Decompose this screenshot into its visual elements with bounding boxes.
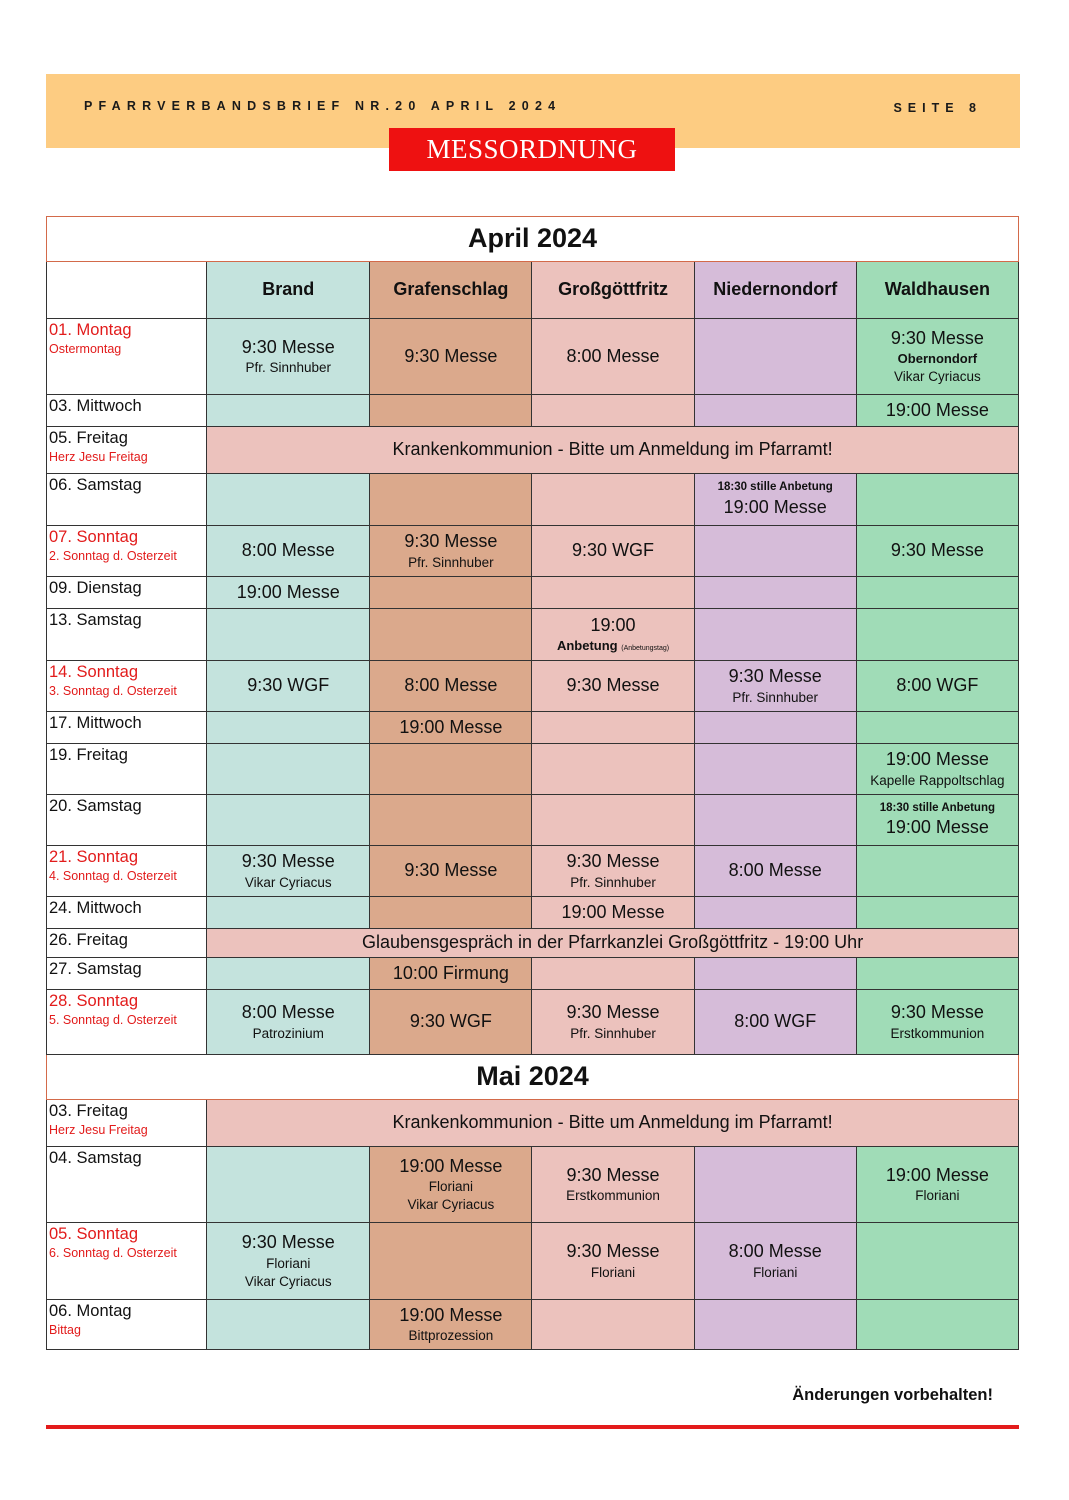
cell-grossgoettfritz: [532, 958, 694, 990]
cell-brand: [207, 395, 370, 427]
cell-grafenschlag: 9:30 WGF: [370, 990, 532, 1055]
table-row: [47, 577, 1019, 609]
cell-grafenschlag: [370, 897, 532, 929]
cell-brand: [207, 897, 370, 929]
cell-waldhausen: [856, 712, 1018, 744]
cell-brand: 9:30 Messe Pfr. Sinnhuber: [207, 319, 370, 395]
cell-niedernondorf: [694, 958, 856, 990]
table-row: [47, 712, 1019, 744]
cell-grafenschlag: [370, 474, 532, 526]
month-title: Mai 2024: [47, 1055, 1019, 1100]
cell-waldhausen: 8:00 WGF: [856, 661, 1018, 712]
cell-waldhausen: [856, 609, 1018, 661]
month-title: April 2024: [47, 217, 1019, 262]
column-header-niedernondorf: Niedernondorf: [694, 262, 856, 319]
column-header-row: [47, 262, 1019, 319]
cell-waldhausen: [856, 1300, 1018, 1350]
cell-niedernondorf: [694, 897, 856, 929]
day-cell: 05. Freitag Herz Jesu Freitag: [47, 427, 207, 474]
cell-niedernondorf: [694, 319, 856, 395]
cell-waldhausen: [856, 474, 1018, 526]
cell-brand: [207, 474, 370, 526]
day-cell: 09. Dienstag: [47, 577, 207, 609]
cell-waldhausen: [856, 577, 1018, 609]
cell-grossgoettfritz: 8:00 Messe: [532, 319, 694, 395]
cell-grossgoettfritz: 9:30 Messe: [532, 661, 694, 712]
column-header-brand: Brand: [207, 262, 370, 319]
column-header-grossgoettfritz: Großgöttfritz: [532, 262, 694, 319]
cell-brand: [207, 958, 370, 990]
day-cell: 05. Sonntag 6. Sonntag d. Osterzeit: [47, 1223, 207, 1300]
cell-grafenschlag: 8:00 Messe: [370, 661, 532, 712]
cell-grossgoettfritz: [532, 474, 694, 526]
merged-note-cell: Krankenkommunion - Bitte um Anmeldung im Pfarramt!: [207, 427, 1019, 474]
month-row-april: [47, 217, 1019, 262]
cell-niedernondorf: [694, 744, 856, 795]
cell-grossgoettfritz: [532, 395, 694, 427]
cell-grossgoettfritz: 9:30 Messe Floriani: [532, 1223, 694, 1300]
table-row: [47, 609, 1019, 661]
cell-niedernondorf: [694, 577, 856, 609]
day-cell: 21. Sonntag 4. Sonntag d. Osterzeit: [47, 846, 207, 897]
table-row: [47, 427, 1019, 474]
day-cell: 17. Mittwoch: [47, 712, 207, 744]
cell-brand: [207, 609, 370, 661]
cell-grafenschlag: [370, 609, 532, 661]
cell-niedernondorf: 8:00 Messe Floriani: [694, 1223, 856, 1300]
table-row: [47, 1147, 1019, 1223]
table-row: [47, 395, 1019, 427]
cell-grossgoettfritz: [532, 712, 694, 744]
cell-brand: 9:30 Messe Vikar Cyriacus: [207, 846, 370, 897]
cell-grossgoettfritz: [532, 577, 694, 609]
day-cell: 04. Samstag: [47, 1147, 207, 1223]
header-blank: [47, 262, 207, 319]
cell-waldhausen: [856, 897, 1018, 929]
cell-grafenschlag: [370, 577, 532, 609]
cell-waldhausen: 9:30 Messe: [856, 526, 1018, 577]
cell-grafenschlag: 10:00 Firmung: [370, 958, 532, 990]
cell-grossgoettfritz: [532, 795, 694, 846]
cell-grafenschlag: 9:30 Messe Pfr. Sinnhuber: [370, 526, 532, 577]
mass-schedule-table: [46, 216, 1019, 1350]
day-cell: 24. Mittwoch: [47, 897, 207, 929]
day-cell: 19. Freitag: [47, 744, 207, 795]
cell-niedernondorf: [694, 712, 856, 744]
day-cell: 28. Sonntag 5. Sonntag d. Osterzeit: [47, 990, 207, 1055]
cell-waldhausen: 19:00 Messe Floriani: [856, 1147, 1018, 1223]
day-cell: 13. Samstag: [47, 609, 207, 661]
cell-waldhausen: 9:30 Messe Obernondorf Vikar Cyriacus: [856, 319, 1018, 395]
table-row: [47, 897, 1019, 929]
cell-brand: 8:00 Messe Patrozinium: [207, 990, 370, 1055]
cell-grossgoettfritz: 9:30 Messe Pfr. Sinnhuber: [532, 990, 694, 1055]
day-cell: 07. Sonntag 2. Sonntag d. Osterzeit: [47, 526, 207, 577]
table-row: [47, 1300, 1019, 1350]
cell-brand: [207, 795, 370, 846]
day-cell: 20. Samstag: [47, 795, 207, 846]
cell-niedernondorf: [694, 526, 856, 577]
cell-waldhausen: 18:30 stille Anbetung 19:00 Messe: [856, 795, 1018, 846]
day-cell: 03. Freitag Herz Jesu Freitag: [47, 1100, 207, 1147]
column-header-waldhausen: Waldhausen: [856, 262, 1018, 319]
cell-niedernondorf: 9:30 Messe Pfr. Sinnhuber: [694, 661, 856, 712]
cell-brand: 19:00 Messe: [207, 577, 370, 609]
cell-waldhausen: 9:30 Messe Erstkommunion: [856, 990, 1018, 1055]
table-row: [47, 958, 1019, 990]
day-cell: 06. Montag Bittag: [47, 1300, 207, 1350]
table-row: [47, 319, 1019, 395]
cell-niedernondorf: 18:30 stille Anbetung 19:00 Messe: [694, 474, 856, 526]
cell-brand: 9:30 Messe Floriani Vikar Cyriacus: [207, 1223, 370, 1300]
cell-grossgoettfritz: [532, 1300, 694, 1350]
cell-waldhausen: [856, 958, 1018, 990]
cell-waldhausen: 19:00 Messe Kapelle Rappoltschlag: [856, 744, 1018, 795]
cell-grossgoettfritz: 9:30 WGF: [532, 526, 694, 577]
cell-grafenschlag: [370, 1223, 532, 1300]
table-row: [47, 846, 1019, 897]
table-row: [47, 929, 1019, 958]
cell-niedernondorf: [694, 609, 856, 661]
day-cell: 26. Freitag: [47, 929, 207, 958]
cell-niedernondorf: [694, 1300, 856, 1350]
cell-brand: [207, 1300, 370, 1350]
cell-grafenschlag: 19:00 Messe Floriani Vikar Cyriacus: [370, 1147, 532, 1223]
page-title: MESSORDNUNG: [389, 128, 675, 171]
table-row: [47, 990, 1019, 1055]
day-cell: 27. Samstag: [47, 958, 207, 990]
cell-grossgoettfritz: [532, 744, 694, 795]
newsletter-title: PFARRVERBANDSBRIEF NR.20 APRIL 2024: [84, 99, 562, 113]
cell-niedernondorf: 8:00 WGF: [694, 990, 856, 1055]
merged-note-cell: Glaubensgespräch in der Pfarrkanzlei Großgöttfritz - 19:00 Uhr: [207, 929, 1019, 958]
cell-waldhausen: [856, 846, 1018, 897]
cell-brand: [207, 744, 370, 795]
table-row: [47, 526, 1019, 577]
table-row: [47, 795, 1019, 846]
table-row: [47, 661, 1019, 712]
cell-niedernondorf: 8:00 Messe: [694, 846, 856, 897]
cell-grafenschlag: 9:30 Messe: [370, 319, 532, 395]
cell-grafenschlag: [370, 795, 532, 846]
cell-niedernondorf: [694, 795, 856, 846]
cell-grafenschlag: 19:00 Messe Bittprozession: [370, 1300, 532, 1350]
cell-waldhausen: 19:00 Messe: [856, 395, 1018, 427]
cell-grossgoettfritz: 9:30 Messe Erstkommunion: [532, 1147, 694, 1223]
cell-brand: 9:30 WGF: [207, 661, 370, 712]
cell-brand: [207, 712, 370, 744]
day-cell: 03. Mittwoch: [47, 395, 207, 427]
column-header-grafenschlag: Grafenschlag: [370, 262, 532, 319]
cell-brand: 8:00 Messe: [207, 526, 370, 577]
cell-grafenschlag: [370, 395, 532, 427]
cell-brand: [207, 1147, 370, 1223]
cell-niedernondorf: [694, 395, 856, 427]
page-number: SEITE 8: [893, 101, 982, 115]
cell-niedernondorf: [694, 1147, 856, 1223]
table-row: [47, 1223, 1019, 1300]
footer-divider: [46, 1425, 1019, 1429]
day-cell: 06. Samstag: [47, 474, 207, 526]
cell-grafenschlag: [370, 744, 532, 795]
day-cell: 14. Sonntag 3. Sonntag d. Osterzeit: [47, 661, 207, 712]
cell-grafenschlag: 19:00 Messe: [370, 712, 532, 744]
table-row: [47, 1100, 1019, 1147]
cell-grafenschlag: 9:30 Messe: [370, 846, 532, 897]
table-row: [47, 744, 1019, 795]
merged-note-cell: Krankenkommunion - Bitte um Anmeldung im Pfarramt!: [207, 1100, 1019, 1147]
month-row-mai: [47, 1055, 1019, 1100]
cell-grossgoettfritz: 19:00 Anbetung (Anbetungstag): [532, 609, 694, 661]
disclaimer-note: Änderungen vorbehalten!: [792, 1386, 993, 1404]
day-cell: 01. Montag Ostermontag: [47, 319, 207, 395]
cell-waldhausen: [856, 1223, 1018, 1300]
cell-grossgoettfritz: 9:30 Messe Pfr. Sinnhuber: [532, 846, 694, 897]
cell-grossgoettfritz: 19:00 Messe: [532, 897, 694, 929]
table-row: [47, 474, 1019, 526]
